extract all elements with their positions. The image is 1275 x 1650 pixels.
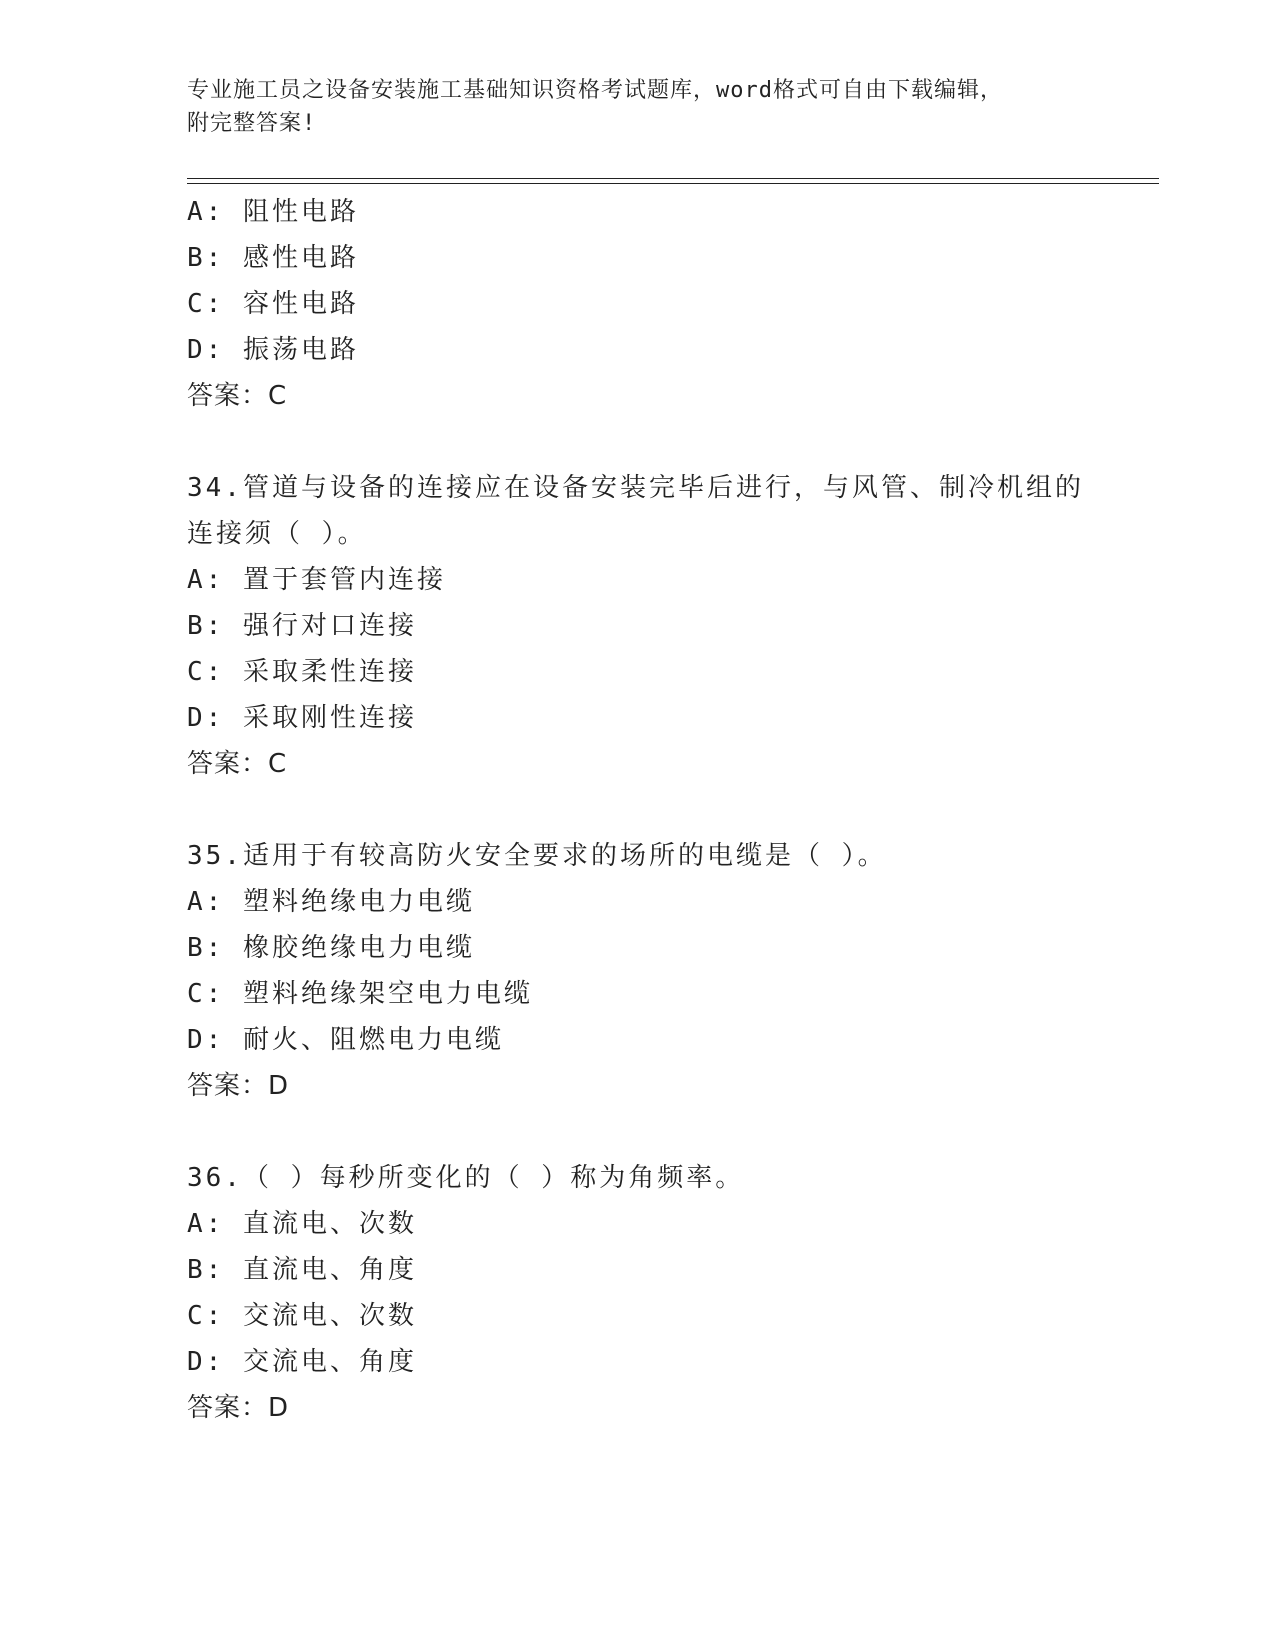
option-a: A: 置于套管内连接 (187, 565, 446, 595)
question-33 (187, 189, 1147, 419)
question-stem-continued: 连接须（ ）。 (187, 519, 367, 549)
option-b: B: 强行对口连接 (187, 611, 417, 641)
answer: 答案：C (187, 749, 288, 779)
question-stem: 34.管道与设备的连接应在设备安装完毕后进行，与风管、制冷机组的 (187, 473, 1084, 503)
answer: 答案：C (187, 381, 288, 411)
option-c: C: 塑料绝缘架空电力电缆 (187, 979, 533, 1009)
option-b: B: 感性电路 (187, 243, 359, 273)
question-36 (187, 1155, 1147, 1431)
option-a: A: 塑料绝缘电力电缆 (187, 887, 475, 917)
question-34 (187, 465, 1147, 787)
option-d: D: 采取刚性连接 (187, 703, 417, 733)
answer: 答案：D (187, 1393, 290, 1423)
header-line-2: 附完整答案! (187, 111, 317, 136)
option-c: C: 容性电路 (187, 289, 359, 319)
option-d: D: 耐火、阻燃电力电缆 (187, 1025, 504, 1055)
spacer (187, 1109, 1147, 1155)
header-line-1: 专业施工员之设备安装施工基础知识资格考试题库，word格式可自由下载编辑， (187, 78, 1003, 103)
option-c: C: 采取柔性连接 (187, 657, 417, 687)
document-header (187, 74, 1087, 140)
question-stem: 35.适用于有较高防火安全要求的场所的电缆是（ ）。 (187, 841, 887, 871)
question-35 (187, 833, 1147, 1109)
question-stem: 36.（ ）每秒所变化的（ ）称为角频率。 (187, 1163, 745, 1193)
option-d: D: 交流电、角度 (187, 1347, 417, 1377)
option-c: C: 交流电、次数 (187, 1301, 417, 1331)
option-a: A: 直流电、次数 (187, 1209, 417, 1239)
spacer (187, 787, 1147, 833)
option-d: D: 振荡电路 (187, 335, 359, 365)
header-rule-bottom (187, 183, 1159, 184)
spacer (187, 419, 1147, 465)
option-a: A: 阻性电路 (187, 197, 359, 227)
header-rule-top (187, 178, 1159, 179)
option-b: B: 直流电、角度 (187, 1255, 417, 1285)
option-b: B: 橡胶绝缘电力电缆 (187, 933, 475, 963)
question-list (187, 189, 1147, 1431)
answer: 答案：D (187, 1071, 290, 1101)
